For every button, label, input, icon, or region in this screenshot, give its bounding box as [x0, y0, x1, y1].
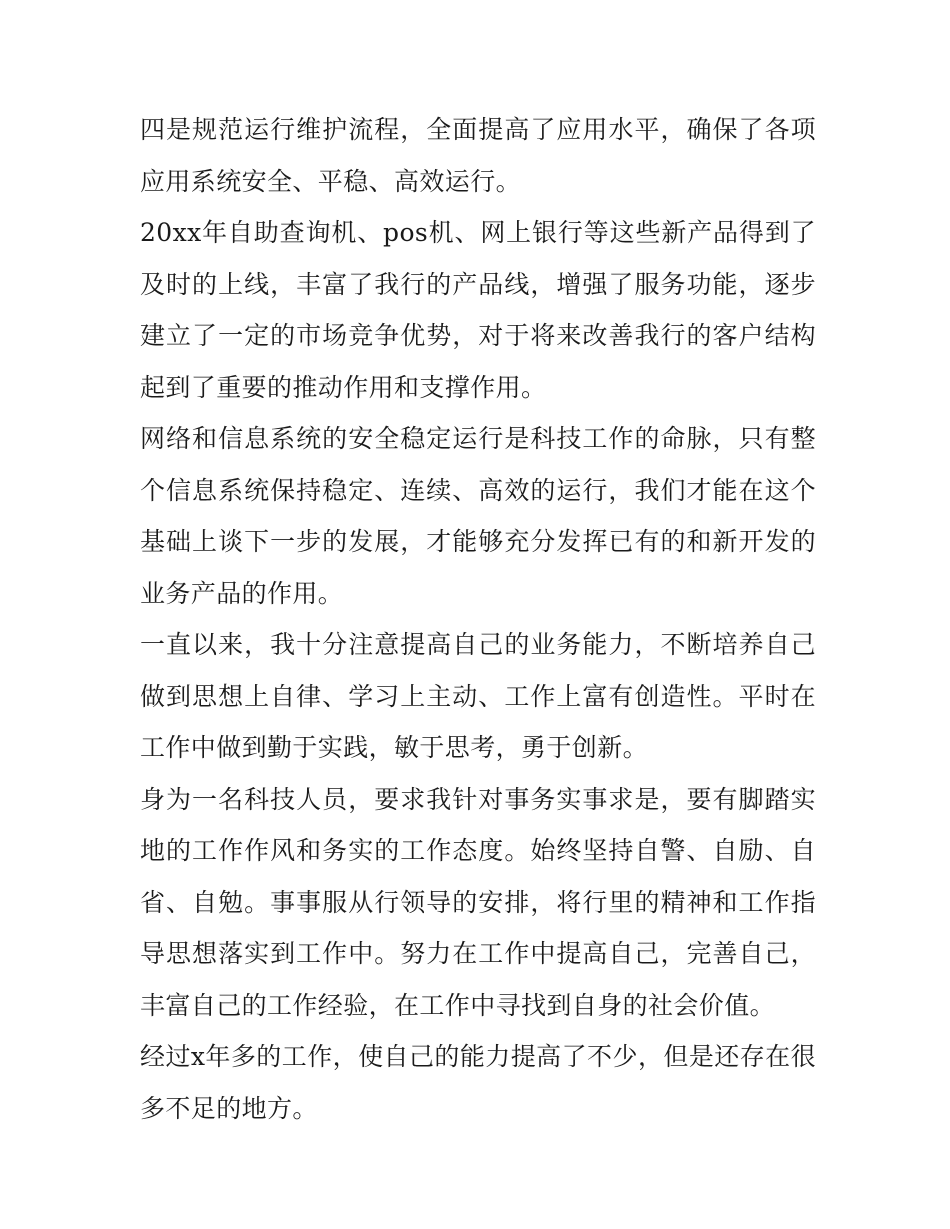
document-body [140, 104, 816, 1134]
paragraph-network-security: 网络和信息系统的安全稳定运行是科技工作的命脉，只有整个信息系统保持稳定、连续、高效的运行，我们才能在这个基础上谈下一步的发展，才能够充分发挥已有的和新开发的业务产品的作用。 [140, 424, 816, 608]
paragraph-self-improvement: 一直以来，我十分注意提高自己的业务能力，不断培养自己做到思想上自律、学习上主动、工作上富有创造性。平时在工作中做到勤于实践，敏于思考，勇于创新。 [140, 630, 816, 762]
paragraph-work-attitude: 身为一名科技人员，要求我针对事务实事求是，要有脚踏实地的工作作风和务实的工作态度。始终坚持自警、自励、自省、自勉。事事服从行领导的安排，将行里的精神和工作指导思想落实到工作中。努力在工作中提高自己，完善自己，丰富自己的工作经验，在工作中寻找到自身的社会价值。 [140, 784, 816, 1020]
paragraph-new-products: 20xx年自助查询机、pos机、网上银行等这些新产品得到了及时的上线，丰富了我行的产品线，增强了服务功能，逐步建立了一定的市场竞争优势，对于将来改善我行的客户结构起到了重要的推动作用和支撑作用。 [140, 218, 816, 402]
paragraph-shortcomings: 经过x年多的工作，使自己的能力提高了不少，但是还存在很多不足的地方。 [140, 1042, 816, 1123]
paragraph-maintenance: 四是规范运行维护流程，全面提高了应用水平，确保了各项应用系统安全、平稳、高效运行。 [140, 115, 816, 196]
